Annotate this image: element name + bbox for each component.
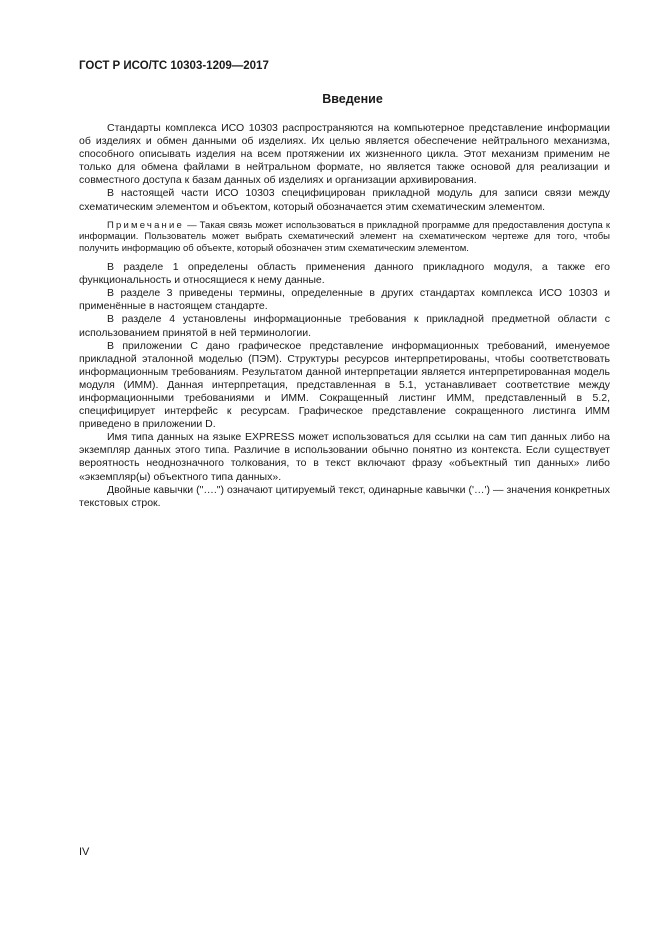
note-text: — Такая связь может использоваться в прикладной программе для предоставления доступа к информации. Пользователь может выбрать схематический элемент на схематическом чертеже для того, чтобы получить информацию об объекте, который обозначен этим схематическим элементом. <box>79 219 610 255</box>
paragraph: В разделе 4 установлены информационные требования к прикладной предметной области с использованием принятой в ней терминологии. <box>79 313 610 339</box>
section-title: Введение <box>322 92 383 106</box>
page-number: IV <box>79 846 90 858</box>
paragraph: Двойные кавычки ("….") означают цитируемый текст, одинарные кавычки ('…') — значения конкретных текстовых строк. <box>79 483 610 509</box>
paragraph: В разделе 1 определены область применения данного прикладного модуля, а также его функциональность и относящиеся к нему данные. <box>79 261 610 287</box>
paragraph: Имя типа данных на языке EXPRESS может использоваться для ссылки на сам тип данных либо на экземпляр данных этого типа. Различие в использовании обычно понятно из контекста. Если существует вероятность неоднозначного толкования, то в текст включают фразу «объектный тип данных» либо «экземпляр(ы) объектного типа данных». <box>79 431 610 483</box>
document-header: ГОСТ Р ИСО/ТС 10303-1209—2017 <box>79 60 269 72</box>
document-body <box>79 122 610 510</box>
note <box>79 220 610 255</box>
paragraph: Стандарты комплекса ИСО 10303 распространяются на компьютерное представление информации об изделиях и обмен данными об изделиях. Их целью является обеспечение нейтрального механизма, способного описывать изделия на всем протяжении их жизненного цикла. Этот механизм применим не только для обмена файлами в нейтральном формате, но является также основой для реализации и совместного доступа к базам данных об изделиях и организации архивирования. <box>79 122 610 187</box>
paragraph: В настоящей части ИСО 10303 специфицирован прикладной модуль для записи связи между схематическим элементом и объектом, который обозначается этим схематическим элементом. <box>79 187 610 213</box>
note-label: Примечание <box>107 219 184 231</box>
paragraph: В разделе 3 приведены термины, определенные в других стандартах комплекса ИСО 10303 и применённые в настоящем стандарте. <box>79 287 610 313</box>
paragraph: В приложении С дано графическое представление информационных требований, именуемое прикладной эталонной моделью (ПЭМ). Структуры ресурсов интерпретированы, чтобы соответствовать информационным требованиям. Результатом данной интерпретации является интерпретированная модель модуля (ИММ). Данная интерпретация, представленная в 5.1, устанавливает соответствие между информационными требованиями и ИММ. Сокращенный листинг ИММ, представленный в 5.2, специфицирует интерфейс к ресурсам. Графическое представление сокращенного листинга ИММ приведено в приложении D. <box>79 339 610 431</box>
